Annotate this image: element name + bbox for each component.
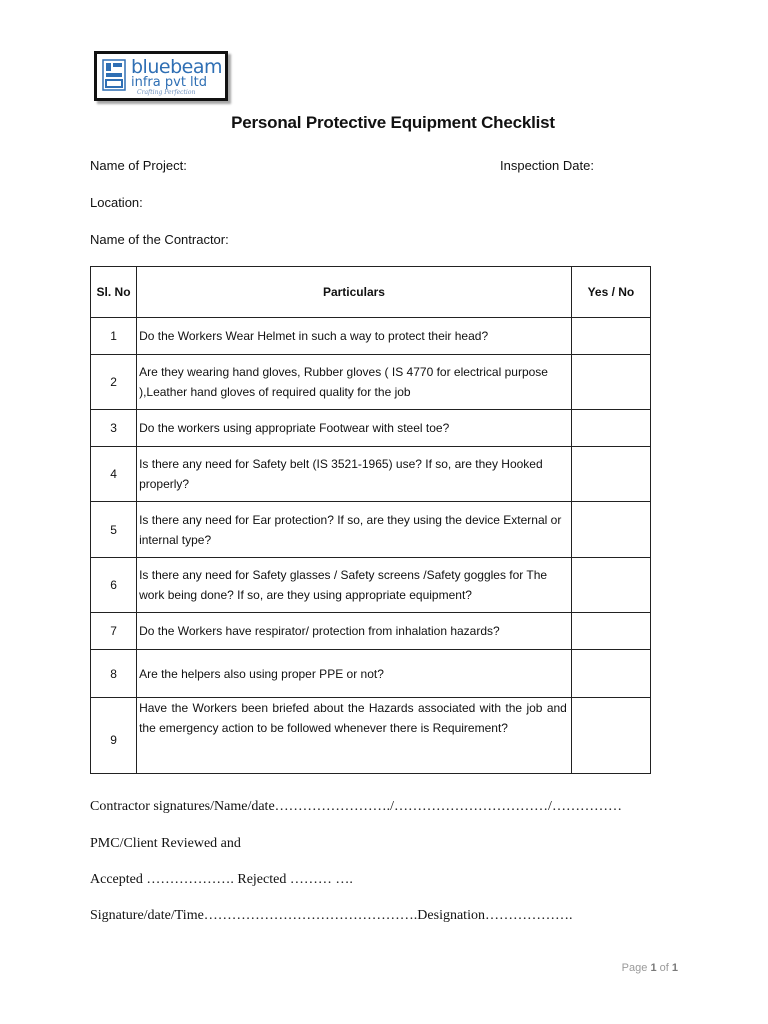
row-number: 6 <box>91 558 137 613</box>
page-current: 1 <box>650 962 657 974</box>
page-number <box>622 962 678 974</box>
row-number: 2 <box>91 355 137 410</box>
checklist-table <box>90 266 651 774</box>
contractor-signature-line: Contractor signatures/Name/date……………………./……………………………/…………… <box>90 799 622 814</box>
row-answer-cell[interactable] <box>571 447 650 502</box>
row-particulars: Have the Workers been briefed about the Hazards associated with the job and the emergency action to be followed whenever there is Requirement? <box>137 698 572 774</box>
row-answer-cell[interactable] <box>571 318 650 355</box>
pmc-review-line: PMC/Client Reviewed and <box>90 836 241 851</box>
table-row <box>91 502 651 558</box>
table-header-row <box>91 267 651 318</box>
row-particulars: Do the Workers have respirator/ protection from inhalation hazards? <box>137 613 572 650</box>
row-particulars: Is there any need for Ear protection? If so, are they using the device External or internal type? <box>137 502 572 558</box>
logo-name: bluebeam <box>131 56 222 78</box>
row-answer-cell[interactable] <box>571 502 650 558</box>
header-sl-no: Sl. No <box>91 267 137 318</box>
company-logo <box>94 51 228 101</box>
table-row <box>91 558 651 613</box>
contractor-name-label: Name of the Contractor: <box>90 232 229 247</box>
header-yes-no: Yes / No <box>571 267 650 318</box>
table-row <box>91 318 651 355</box>
accepted-rejected-line: Accepted ………………. Rejected ……… …. <box>90 872 353 887</box>
row-answer-cell[interactable] <box>571 410 650 447</box>
header-particulars: Particulars <box>137 267 572 318</box>
row-particulars: Are the helpers also using proper PPE or not? <box>137 650 572 698</box>
logo-tagline: Crafting Perfection <box>137 89 196 96</box>
table-row <box>91 447 651 502</box>
row-answer-cell[interactable] <box>571 650 650 698</box>
row-number: 9 <box>91 698 137 774</box>
signature-designation-line: Signature/date/Time……………………………………….Designation………………. <box>90 908 573 923</box>
row-number: 3 <box>91 410 137 447</box>
row-particulars: Are they wearing hand gloves, Rubber gloves ( IS 4770 for electrical purpose ),Leather hand gloves of required quality for the job <box>137 355 572 410</box>
row-number: 5 <box>91 502 137 558</box>
row-answer-cell[interactable] <box>571 558 650 613</box>
table-row <box>91 613 651 650</box>
row-particulars: Is there any need for Safety belt (IS 3521-1965) use? If so, are they Hooked properly? <box>137 447 572 502</box>
row-particulars: Do the workers using appropriate Footwear with steel toe? <box>137 410 572 447</box>
row-number: 8 <box>91 650 137 698</box>
page-of: of <box>659 962 669 974</box>
row-number: 1 <box>91 318 137 355</box>
row-number: 7 <box>91 613 137 650</box>
table-row <box>91 355 651 410</box>
row-particulars: Do the Workers Wear Helmet in such a way to protect their head? <box>137 318 572 355</box>
row-answer-cell[interactable] <box>571 613 650 650</box>
row-answer-cell[interactable] <box>571 355 650 410</box>
location-label: Location: <box>90 195 143 210</box>
table-row <box>91 410 651 447</box>
inspection-date-label: Inspection Date: <box>500 158 594 173</box>
project-name-label: Name of Project: <box>90 158 187 173</box>
logo-subtitle: infra pvt ltd <box>131 75 208 90</box>
logo-mark-icon <box>101 58 127 92</box>
page-title: Personal Protective Equipment Checklist <box>231 113 555 132</box>
page-total: 1 <box>671 962 678 974</box>
table-row <box>91 650 651 698</box>
row-answer-cell[interactable] <box>571 698 650 774</box>
table-row <box>91 698 651 774</box>
page-label: Page <box>621 962 648 974</box>
row-particulars: Is there any need for Safety glasses / Safety screens /Safety goggles for The work being done? If so, are they using appropriate equipment? <box>137 558 572 613</box>
row-number: 4 <box>91 447 137 502</box>
